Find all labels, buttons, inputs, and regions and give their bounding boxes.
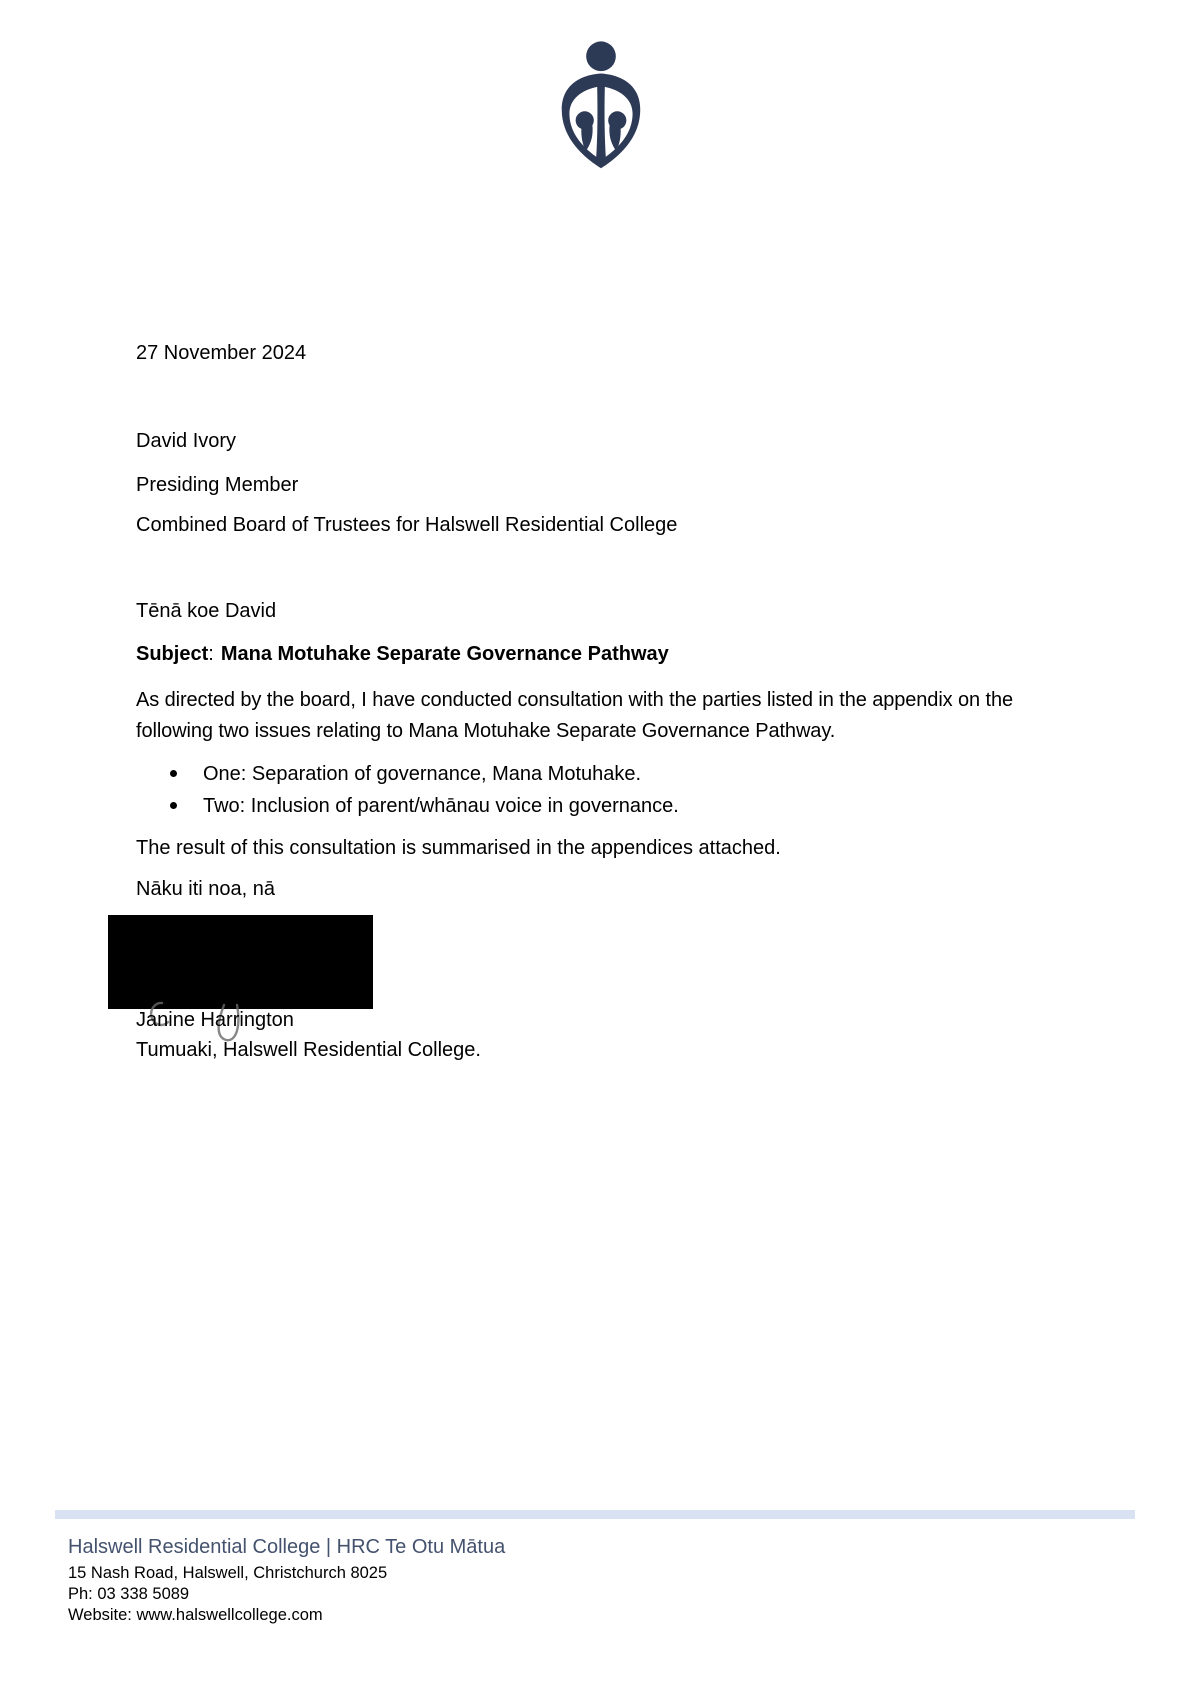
footer-organisation: Halswell Residential College | HRC Te Otu Mātua <box>68 1536 506 1558</box>
subject-separator: : <box>208 643 214 665</box>
recipient-organisation: Combined Board of Trustees for Halswell Residential College <box>136 514 678 536</box>
bullet-dot-icon <box>170 802 177 809</box>
footer-address: 15 Nash Road, Halswell, Christchurch 8025 <box>68 1564 388 1582</box>
bullet-text: One: Separation of governance, Mana Motuhake. <box>203 763 642 785</box>
bullet-dot-icon <box>170 770 177 777</box>
footer-phone: Ph: 03 338 5089 <box>68 1585 190 1603</box>
bullet-text: Two: Inclusion of parent/whānau voice in governance. <box>203 795 679 817</box>
closing-line: Nāku iti noa, nā <box>136 878 275 900</box>
signer-title: Tumuaki, Halswell Residential College. <box>136 1039 481 1061</box>
subject-label: Subject <box>136 643 209 665</box>
footer-website: Website: www.halswellcollege.com <box>68 1606 323 1624</box>
footer-accent-bar <box>55 1510 1135 1519</box>
signer-name: Janine Harrington <box>136 1009 294 1031</box>
subject-line <box>136 641 669 667</box>
body-paragraph: As directed by the board, I have conducted consultation with the parties listed in the appendix on the following two issues relating to Mana Motuhake Separate Governance Pathway. <box>136 689 1014 742</box>
letter-date: 27 November 2024 <box>136 342 307 364</box>
salutation: Tēnā koe David <box>136 600 277 622</box>
bullet-item-two <box>170 793 679 819</box>
result-line: The result of this consultation is summarised in the appendices attached. <box>136 837 781 859</box>
bullet-item-one <box>170 761 641 787</box>
recipient-role: Presiding Member <box>136 474 299 496</box>
college-logo-icon <box>553 40 649 179</box>
recipient-name: David Ivory <box>136 430 237 452</box>
subject-text: Mana Motuhake Separate Governance Pathway <box>220 643 669 665</box>
